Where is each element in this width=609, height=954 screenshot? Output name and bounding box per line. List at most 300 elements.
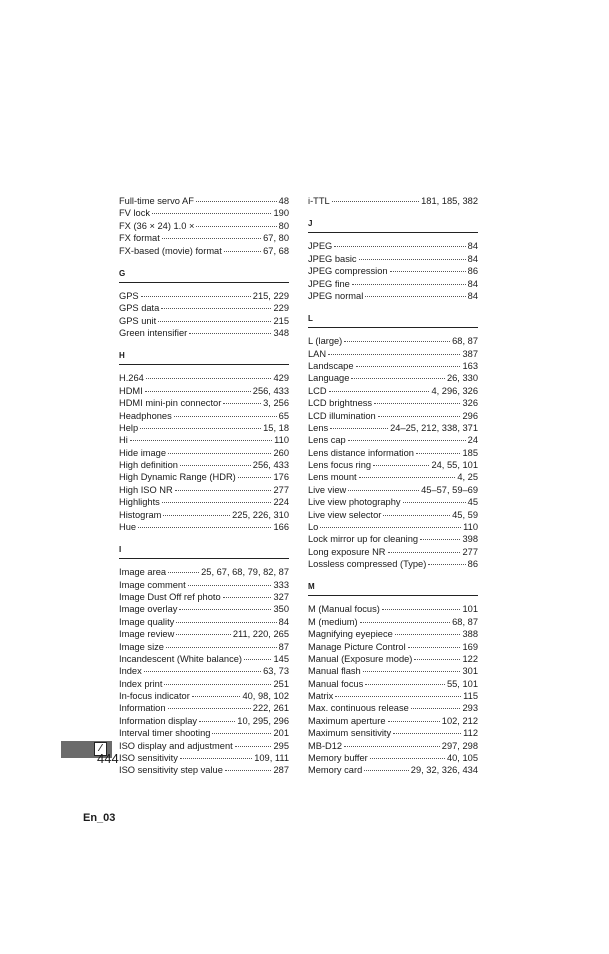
dot-leader (378, 416, 461, 417)
dot-leader (189, 333, 271, 334)
dot-leader (174, 416, 277, 417)
index-entry (308, 335, 478, 347)
index-entry (308, 397, 478, 409)
entry-pages: 181, 185, 382 (421, 196, 478, 206)
index-entry (308, 410, 478, 422)
entry-pages: 256, 433 (252, 460, 289, 470)
entry-pages: 45–57, 59–69 (421, 484, 478, 495)
entry-pages: 48 (278, 196, 289, 206)
entry-pages: 55, 101 (446, 678, 478, 689)
entry-pages: 15, 18 (263, 422, 289, 433)
index-entry (119, 521, 289, 533)
entry-term: LCD (308, 385, 327, 396)
index-entry (119, 315, 289, 327)
entry-pages: 122 (462, 653, 478, 664)
entry-term: Memory card (308, 765, 363, 776)
index-entry (308, 496, 478, 508)
entry-pages: 225, 226, 310 (232, 509, 289, 520)
entry-pages: 109, 111 (254, 752, 289, 763)
dot-leader (180, 758, 252, 759)
entry-term: Highlights (119, 497, 160, 508)
index-entry (119, 220, 289, 232)
entry-term: High definition (119, 460, 178, 470)
entry-term: L (large) (308, 336, 343, 347)
index-entry (308, 628, 478, 640)
entry-term: LCD illumination (308, 410, 376, 421)
dot-leader (176, 634, 231, 635)
entry-term: Green intensifier (119, 328, 188, 338)
dot-leader (373, 465, 429, 466)
entry-term: H.264 (119, 373, 144, 384)
dot-leader (179, 609, 271, 610)
entry-term: Manual (Exposure mode) (308, 653, 413, 664)
entry-term: High ISO NR (119, 484, 173, 495)
entry-term: i-TTL (308, 196, 330, 206)
dot-leader (140, 428, 261, 429)
index-entry (308, 434, 478, 446)
index-entry (308, 665, 478, 677)
entry-term: Long exposure NR (308, 546, 386, 557)
index-entry (119, 459, 289, 471)
section-letter: L (308, 314, 313, 324)
entry-term: Live view selector (308, 509, 382, 520)
dot-leader (365, 684, 445, 685)
entry-pages: 388 (462, 629, 478, 640)
index-entry (119, 653, 289, 665)
index-entry (308, 752, 478, 764)
entry-term: GPS data (119, 303, 160, 314)
entry-term: Hue (119, 521, 137, 532)
index-entry (308, 546, 478, 558)
dot-leader (130, 440, 272, 441)
index-entry (119, 327, 289, 339)
dot-leader (356, 366, 461, 367)
index-entry (308, 740, 478, 752)
entry-term: High Dynamic Range (HDR) (119, 472, 236, 483)
entry-pages: 45 (467, 497, 478, 508)
section-rule (119, 558, 289, 559)
entry-pages: 65 (278, 410, 289, 421)
index-entry (119, 715, 289, 727)
entry-term: Image overlay (119, 604, 178, 615)
dot-leader (238, 477, 272, 478)
entry-pages: 211, 220, 265 (232, 629, 289, 640)
entry-pages: 67, 68 (263, 245, 289, 256)
entry-term: FV lock (119, 208, 150, 219)
entry-pages: 68, 87 (452, 616, 478, 627)
entry-pages: 84 (467, 290, 478, 301)
entry-term: In-focus indicator (119, 691, 190, 701)
dot-leader (168, 453, 271, 454)
entry-pages: 112 (463, 728, 478, 739)
index-entry (119, 410, 289, 422)
entry-pages: 101 (462, 604, 478, 615)
entry-term: Lens focus ring (308, 460, 372, 470)
index-entry (308, 653, 478, 665)
entry-term: FX format (119, 233, 160, 244)
entry-pages: 86 (467, 266, 478, 277)
dot-leader (144, 671, 261, 672)
dot-leader (328, 354, 460, 355)
index-entry (308, 348, 478, 360)
entry-pages: 277 (273, 484, 289, 495)
index-entry (119, 290, 289, 302)
entry-pages: 102, 212 (441, 715, 478, 726)
index-entry (308, 521, 478, 533)
dot-leader (168, 708, 251, 709)
entry-pages: 215 (273, 315, 289, 326)
entry-pages: 86 (467, 559, 478, 569)
dot-leader (374, 403, 460, 404)
entry-term: Live view photography (308, 497, 401, 508)
index-entry (119, 484, 289, 496)
entry-pages: 169 (462, 641, 478, 652)
index-entry (119, 372, 289, 384)
entry-term: Image review (119, 629, 175, 640)
entry-term: Image quality (119, 616, 175, 627)
index-entry (308, 447, 478, 459)
entry-pages: 350 (273, 604, 289, 615)
entry-pages: 398 (462, 534, 478, 545)
entry-pages: 297, 298 (441, 740, 478, 751)
entry-pages: 68, 87 (452, 336, 478, 347)
dot-leader (162, 502, 272, 503)
index-entry (119, 678, 289, 690)
entry-term: MB-D12 (308, 740, 343, 751)
dot-leader (145, 391, 251, 392)
entry-pages: 110 (274, 435, 289, 446)
index-entry (119, 397, 289, 409)
entry-pages: 429 (273, 373, 289, 384)
index-entry (308, 360, 478, 372)
entry-pages: 224 (273, 497, 289, 508)
entry-pages: 327 (273, 592, 289, 602)
dot-leader (332, 201, 419, 202)
entry-term: FX-based (movie) format (119, 245, 222, 256)
section-letter: H (119, 351, 125, 361)
index-entry (119, 232, 289, 244)
index-tab-icon: ⁄ (94, 742, 107, 756)
entry-term: Maximum sensitivity (308, 728, 392, 739)
entry-pages: 84 (467, 278, 478, 289)
entry-term: Landscape (308, 361, 354, 371)
section-letter: M (308, 582, 315, 592)
dot-leader (180, 465, 251, 466)
entry-pages: 348 (273, 328, 289, 338)
entry-pages: 80 (278, 220, 289, 231)
entry-pages: 24 (467, 435, 478, 446)
index-entry (119, 509, 289, 521)
entry-pages: 185 (462, 447, 478, 458)
entry-term: Lossless compressed (Type) (308, 559, 427, 569)
dot-leader (163, 515, 230, 516)
dot-leader (223, 403, 261, 404)
entry-pages: 176 (273, 472, 289, 483)
index-entry (119, 616, 289, 628)
dot-leader (416, 453, 461, 454)
dot-leader (408, 647, 461, 648)
entry-term: Incandescent (White balance) (119, 653, 242, 664)
entry-term: Interval timer shooting (119, 728, 211, 739)
section-rule (308, 595, 478, 596)
index-entry (308, 603, 478, 615)
entry-pages: 3, 256 (263, 398, 289, 409)
index-entry (119, 496, 289, 508)
index-entry (119, 385, 289, 397)
dot-leader (383, 515, 450, 516)
entry-pages: 10, 295, 296 (237, 715, 289, 726)
dot-leader (363, 671, 461, 672)
entry-pages: 256, 433 (252, 385, 289, 396)
dot-leader (161, 308, 271, 309)
dot-leader (224, 251, 261, 252)
entry-term: Information display (119, 715, 198, 726)
section-letter: G (119, 268, 126, 278)
index-entry (119, 422, 289, 434)
dot-leader (244, 659, 271, 660)
entry-pages: 201 (273, 728, 289, 739)
index-entry (308, 616, 478, 628)
entry-pages: 333 (273, 579, 289, 590)
entry-term: ISO sensitivity step value (119, 765, 223, 776)
dot-leader (352, 284, 466, 285)
index-entry (119, 591, 289, 603)
entry-pages: 296 (462, 410, 478, 421)
section-rule (308, 232, 478, 233)
section-letter: J (308, 219, 313, 229)
entry-term: JPEG (308, 241, 333, 252)
entry-pages: 190 (273, 208, 289, 219)
entry-term: Live view (308, 484, 347, 495)
index-entry (308, 290, 478, 302)
entry-term: Maximum aperture (308, 715, 386, 726)
entry-term: Hide image (119, 447, 167, 458)
section-letter: I (119, 545, 122, 555)
index-entry (308, 195, 478, 207)
dot-leader (348, 490, 419, 491)
dot-leader (164, 684, 271, 685)
entry-pages: 229 (273, 303, 289, 314)
dot-leader (146, 378, 272, 379)
index-entry (119, 471, 289, 483)
entry-pages: 26, 330 (446, 373, 478, 384)
entry-term: FX (36 × 24) 1.0 × (119, 220, 195, 231)
entry-pages: 326 (462, 398, 478, 409)
dot-leader (223, 597, 272, 598)
dot-leader (420, 539, 460, 540)
dot-leader (364, 770, 409, 771)
index-entry (119, 434, 289, 446)
index-entry (308, 533, 478, 545)
dot-leader (196, 226, 276, 227)
entry-pages: 63, 73 (263, 666, 289, 677)
entry-pages: 4, 25 (457, 472, 478, 483)
dot-leader (199, 721, 235, 722)
dot-leader (168, 572, 199, 573)
entry-term: Language (308, 373, 350, 384)
dot-leader (365, 296, 465, 297)
entry-term: Image Dust Off ref photo (119, 592, 221, 602)
index-entry (308, 278, 478, 290)
index-entry (119, 579, 289, 591)
section-rule (119, 364, 289, 365)
entry-pages: 87 (278, 641, 289, 652)
index-entry (119, 566, 289, 578)
dot-leader (152, 213, 271, 214)
entry-term: GPS unit (119, 315, 157, 326)
entry-pages: 84 (467, 241, 478, 252)
index-entry (119, 665, 289, 677)
index-entry (119, 702, 289, 714)
index-entry (308, 678, 478, 690)
index-entry (308, 484, 478, 496)
index-entry (119, 207, 289, 219)
entry-pages: 215, 229 (252, 290, 289, 301)
entry-term: JPEG basic (308, 253, 357, 264)
index-column-left (119, 195, 289, 777)
dot-leader (176, 622, 276, 623)
dot-leader (360, 622, 451, 623)
entry-term: M (medium) (308, 616, 358, 627)
dot-leader (335, 696, 461, 697)
index-entry (119, 641, 289, 653)
entry-term: Index (119, 666, 142, 677)
dot-leader (351, 378, 445, 379)
footer-code: En_03 (83, 812, 116, 824)
dot-leader (344, 341, 450, 342)
section-rule (308, 327, 478, 328)
dot-leader (428, 564, 465, 565)
entry-term: Image area (119, 567, 167, 578)
entry-term: GPS (119, 290, 139, 301)
entry-pages: 45, 59 (452, 509, 478, 520)
section-rule (119, 282, 289, 283)
dot-leader (158, 321, 271, 322)
entry-term: LAN (308, 348, 327, 359)
index-entry (119, 727, 289, 739)
entry-pages: 145 (273, 653, 289, 664)
dot-leader (141, 296, 251, 297)
index-entry (308, 702, 478, 714)
entry-pages: 163 (462, 361, 478, 371)
entry-pages: 277 (462, 546, 478, 557)
dot-leader (334, 246, 465, 247)
entry-pages: 260 (273, 447, 289, 458)
entry-term: HDMI (119, 385, 143, 396)
index-entry (119, 764, 289, 776)
dot-leader (188, 585, 272, 586)
entry-term: ISO sensitivity (119, 752, 178, 763)
index-entry (308, 422, 478, 434)
entry-pages: 40, 105 (446, 752, 478, 763)
index-entry (308, 690, 478, 702)
entry-pages: 301 (462, 666, 478, 677)
entry-pages: 287 (273, 765, 289, 776)
index-entry (308, 459, 478, 471)
entry-term: Index print (119, 678, 163, 689)
index-entry (119, 302, 289, 314)
entry-term: Max. continuous release (308, 703, 409, 714)
entry-pages: 24, 55, 101 (431, 460, 478, 470)
entry-term: Manage Picture Control (308, 641, 406, 652)
entry-term: LCD brightness (308, 398, 373, 409)
entry-term: Lens mount (308, 472, 357, 483)
entry-pages: 29, 32, 326, 434 (410, 765, 478, 776)
entry-pages: 4, 296, 326 (431, 385, 478, 396)
dot-leader (175, 490, 272, 491)
index-entry (119, 603, 289, 615)
dot-leader (320, 527, 461, 528)
entry-term: ISO display and adjustment (119, 740, 233, 751)
entry-term: Image comment (119, 579, 186, 590)
entry-pages: 115 (463, 691, 478, 701)
entry-term: Hi (119, 435, 128, 446)
dot-leader (359, 259, 466, 260)
entry-term: JPEG normal (308, 290, 364, 301)
index-entry (119, 740, 289, 752)
page-number: 444 (97, 751, 119, 766)
index-entry (308, 509, 478, 521)
entry-term: Manual flash (308, 666, 361, 677)
index-entry (308, 240, 478, 252)
index-entry (308, 727, 478, 739)
dot-leader (166, 647, 277, 648)
entry-term: Matrix (308, 691, 334, 701)
entry-term: Information (119, 703, 166, 714)
index-entry (308, 372, 478, 384)
index-entry (308, 558, 478, 570)
dot-leader (388, 721, 440, 722)
dot-leader (359, 477, 456, 478)
entry-term: Headphones (119, 410, 172, 421)
entry-pages: 84 (467, 253, 478, 264)
entry-pages: 295 (273, 740, 289, 751)
entry-pages: 25, 67, 68, 79, 82, 87 (201, 567, 289, 578)
index-entry (119, 752, 289, 764)
dot-leader (388, 552, 461, 553)
entry-term: Full-time servo AF (119, 196, 194, 206)
entry-pages: 67, 80 (263, 233, 289, 244)
entry-term: Lo (308, 521, 319, 532)
dot-leader (330, 428, 388, 429)
dot-leader (411, 708, 461, 709)
dot-leader (235, 746, 272, 747)
index-entry (119, 690, 289, 702)
dot-leader (329, 391, 430, 392)
entry-term: Image size (119, 641, 164, 652)
entry-pages: 110 (463, 521, 478, 532)
entry-term: HDMI mini-pin connector (119, 398, 222, 409)
dot-leader (344, 746, 440, 747)
dot-leader (414, 659, 460, 660)
index-entry (119, 628, 289, 640)
index-entry (308, 265, 478, 277)
dot-leader (138, 527, 271, 528)
entry-term: Lens distance information (308, 447, 414, 458)
entry-term: Lens cap (308, 435, 346, 446)
index-entry (119, 245, 289, 257)
entry-term: Magnifying eyepiece (308, 629, 393, 640)
entry-pages: 40, 98, 102 (242, 691, 289, 701)
dot-leader (196, 201, 277, 202)
index-entry (308, 253, 478, 265)
entry-pages: 222, 261 (252, 703, 289, 714)
entry-pages: 84 (278, 616, 289, 627)
entry-term: JPEG fine (308, 278, 350, 289)
index-entry (308, 715, 478, 727)
entry-term: Histogram (119, 509, 162, 520)
dot-leader (348, 440, 466, 441)
